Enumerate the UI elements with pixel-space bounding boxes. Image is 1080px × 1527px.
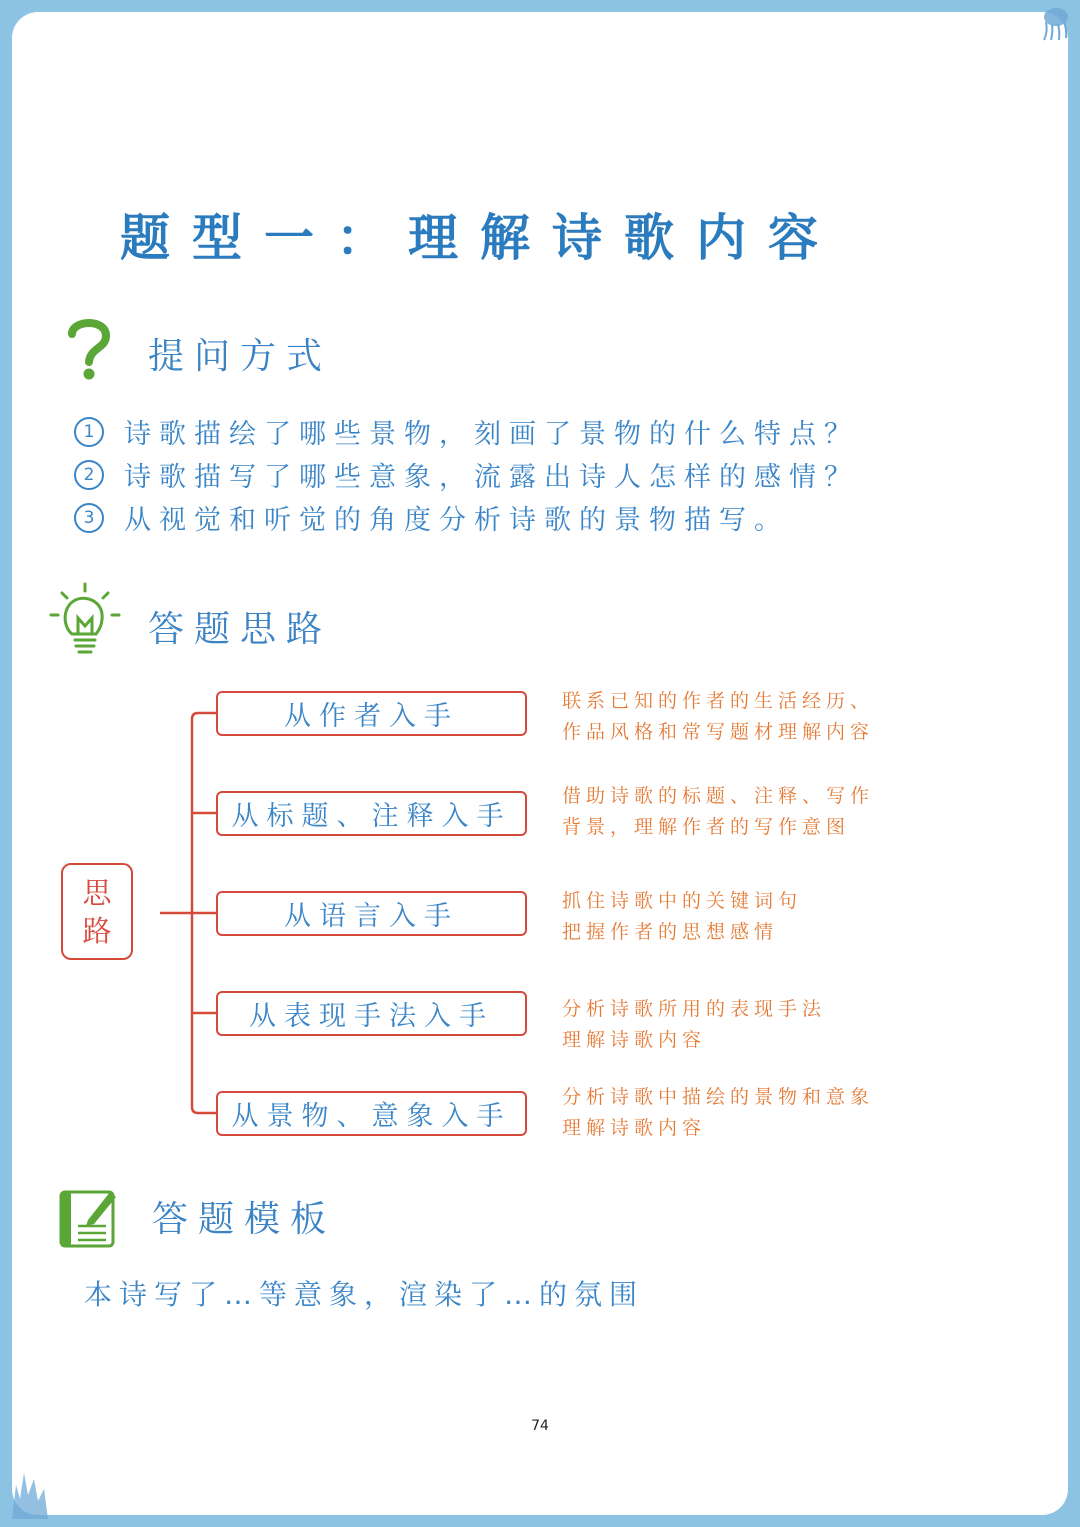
approach-note-line: 分析诗歌所用的表现手法	[562, 998, 827, 1020]
approach-way-author: 从作者入手	[216, 691, 527, 736]
coral-decoration-icon	[8, 1465, 52, 1519]
approach-note-line: 背景，理解作者的写作意图	[562, 816, 851, 838]
approach-way-imagery: 从景物、意象入手	[216, 1091, 527, 1136]
page-number: 74	[531, 1418, 549, 1434]
approach-section-heading: 答题思路	[148, 609, 333, 650]
question-number: 2	[74, 460, 104, 490]
question-text: 从视觉和听觉的角度分析诗歌的景物描写。	[124, 505, 789, 536]
approach-note-line: 理解诗歌内容	[562, 1117, 707, 1139]
ask-section-heading: 提问方式	[148, 336, 333, 377]
question-item	[74, 496, 859, 539]
approach-note-line: 作品风格和常写题材理解内容	[562, 721, 875, 743]
approach-note-line: 联系已知的作者的生活经历、	[562, 690, 875, 712]
approach-note-line: 理解诗歌内容	[562, 1029, 707, 1051]
approach-note	[562, 1082, 922, 1144]
template-section-heading: 答题模板	[152, 1199, 337, 1240]
approach-note	[562, 781, 922, 843]
question-number: 3	[74, 503, 104, 533]
question-number: 1	[74, 417, 104, 447]
approach-way-technique: 从表现手法入手	[216, 991, 527, 1036]
approach-note-line: 把握作者的思想感情	[562, 921, 779, 943]
approach-note	[562, 886, 922, 948]
question-text: 诗歌描绘了哪些景物，刻画了景物的什么特点？	[124, 419, 859, 450]
question-item	[74, 410, 859, 453]
question-list	[74, 410, 859, 539]
approach-center-node: 思路	[61, 863, 133, 960]
approach-way-title: 从标题、注释入手	[216, 791, 527, 836]
jellyfish-decoration-icon	[1032, 4, 1074, 44]
approach-note-line: 抓住诗歌中的关键词句	[562, 890, 803, 912]
mindmap-bracket	[158, 710, 218, 1120]
template-text: 本诗写了…等意象，渲染了…的氛围	[84, 1278, 645, 1311]
approach-note-line: 分析诗歌中描绘的景物和意象	[562, 1086, 875, 1108]
approach-note-line: 借助诗歌的标题、注释、写作	[562, 785, 875, 807]
question-item	[74, 453, 859, 496]
template-edit-icon	[58, 1186, 120, 1250]
question-mark-icon	[64, 316, 114, 382]
question-text: 诗歌描写了哪些意象，流露出诗人怎样的感情？	[124, 462, 859, 493]
approach-way-language: 从语言入手	[216, 891, 527, 936]
lightbulb-icon	[48, 582, 122, 662]
approach-note	[562, 994, 922, 1056]
page-title: 题型一：理解诗歌内容	[120, 208, 840, 267]
approach-note	[562, 686, 922, 748]
